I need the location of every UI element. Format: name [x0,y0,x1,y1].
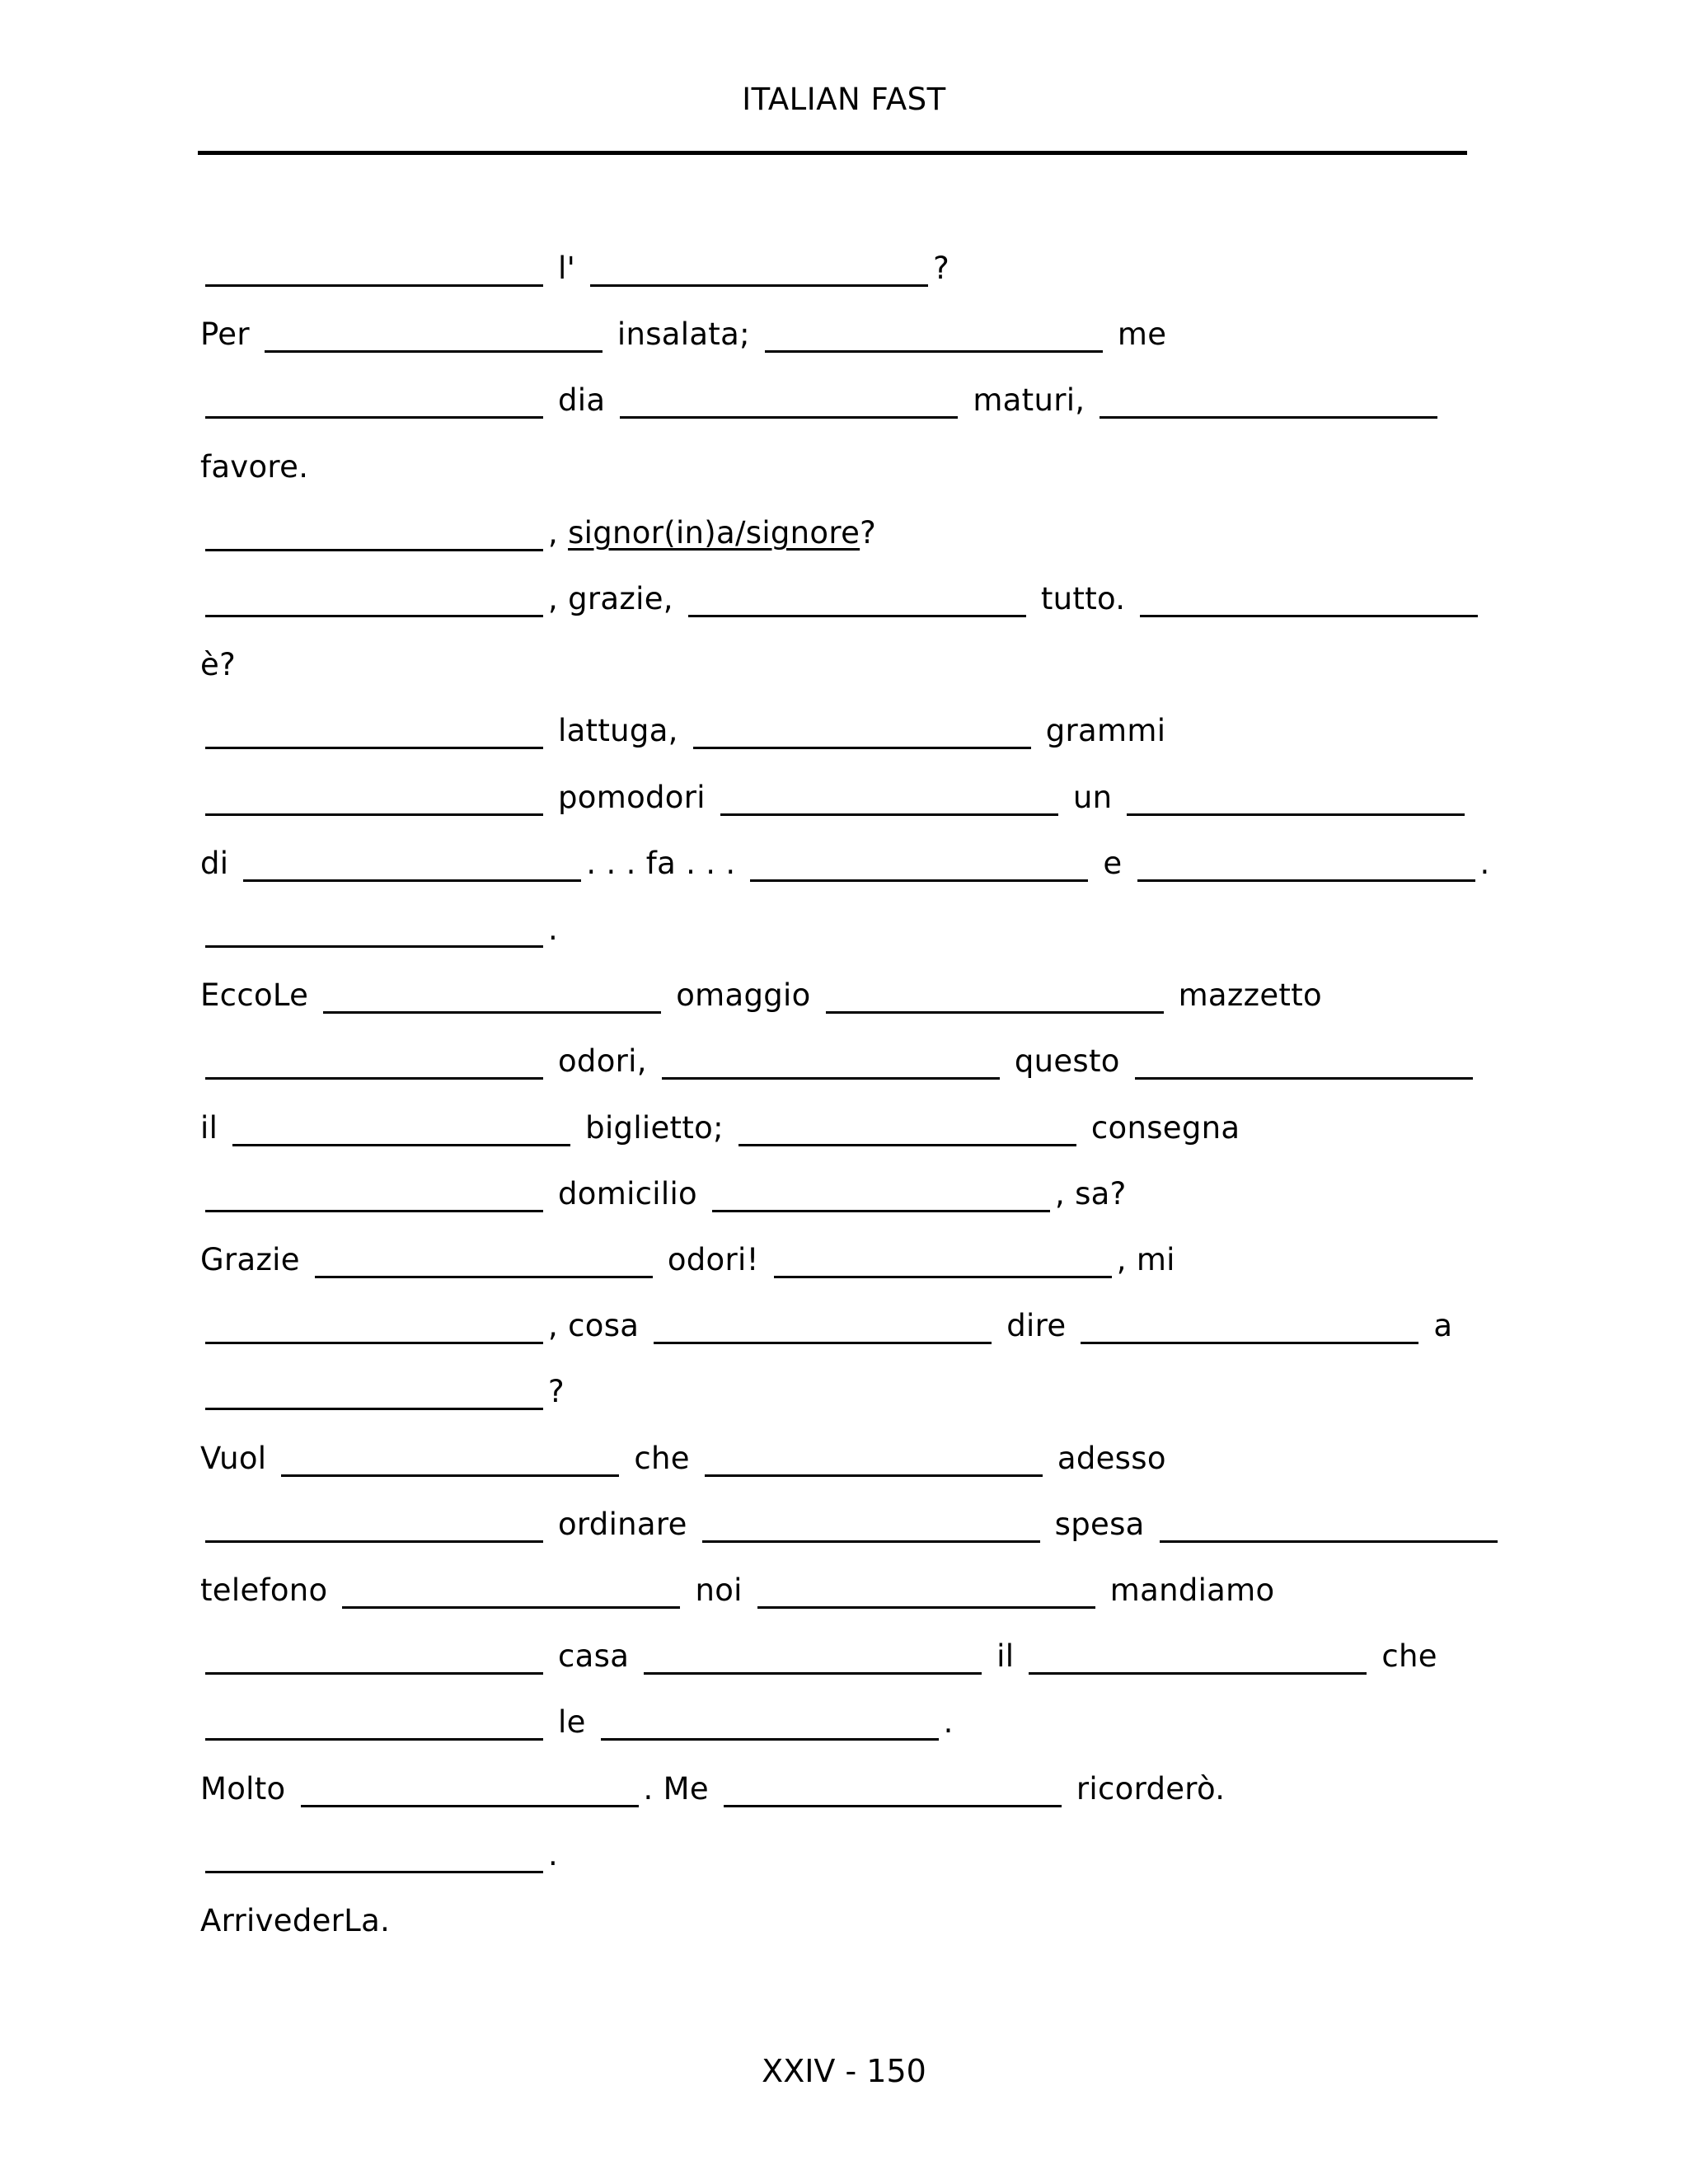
exercise-word: noi [695,1572,743,1608]
exercise-word: il [996,1638,1015,1674]
exercise-word: tutto. [1040,581,1126,616]
answer-blank[interactable] [205,1672,543,1675]
exercise-line [200,305,1166,354]
underlined-phrase: signor(in)a/signore [568,515,860,551]
answer-blank[interactable] [342,1606,680,1609]
answer-blank[interactable] [826,1011,1164,1014]
answer-blank[interactable] [590,284,928,287]
exercise-line [200,966,1322,1015]
answer-blank[interactable] [688,615,1026,617]
exercise-line [200,239,950,288]
exercise-word: Molto [200,1771,286,1807]
answer-blank[interactable] [265,350,603,353]
answer-blank[interactable] [765,350,1103,353]
exercise-line [200,504,876,553]
answer-blank[interactable] [232,1144,570,1146]
page-header-title: ITALIAN FAST [742,82,946,117]
exercise-line [200,1561,1274,1610]
exercise-word: spesa [1054,1507,1145,1542]
exercise-word: che [634,1441,690,1476]
exercise-line [200,834,1490,883]
exercise-line [200,1891,390,1941]
answer-blank[interactable] [281,1474,619,1477]
answer-blank[interactable] [205,1408,543,1410]
exercise-line [200,1693,954,1742]
answer-blank[interactable] [750,879,1088,882]
answer-blank[interactable] [205,1738,543,1741]
answer-blank[interactable] [720,813,1058,816]
exercise-word: a [1433,1308,1453,1343]
answer-blank[interactable] [693,747,1031,749]
exercise-line [200,635,236,685]
exercise-word: , cosa [548,1308,640,1343]
exercise-word: Vuol [200,1441,267,1476]
answer-blank[interactable] [757,1606,1095,1609]
exercise-word: casa [558,1638,630,1674]
exercise-word: consegna [1090,1110,1240,1146]
exercise-line [200,1825,558,1875]
answer-blank[interactable] [1127,813,1465,816]
exercise-word: me [1117,316,1167,352]
exercise-word: , mi [1116,1242,1175,1277]
exercise-word: adesso [1057,1441,1166,1476]
exercise-line [200,371,1442,420]
exercise-word: ricorderò. [1076,1771,1226,1807]
exercise-word: di [200,846,229,881]
answer-blank[interactable] [301,1805,639,1807]
answer-blank[interactable] [1160,1540,1498,1543]
exercise-line [200,1165,1127,1214]
exercise-word: il [200,1110,218,1146]
exercise-word: insalata; [617,316,750,352]
page-number: XXIV - 150 [762,2053,926,2089]
answer-blank[interactable] [724,1805,1062,1807]
answer-blank[interactable] [205,1077,543,1080]
answer-blank[interactable] [205,615,543,617]
answer-blank[interactable] [738,1144,1076,1146]
answer-blank[interactable] [1100,416,1437,419]
exercise-word: omaggio [676,977,811,1013]
answer-blank[interactable] [774,1276,1112,1278]
answer-blank[interactable] [205,1871,543,1873]
exercise-word: ? [933,251,950,286]
exercise-word: . Me [643,1771,709,1807]
exercise-line [200,1296,1452,1346]
exercise-word: odori, [558,1043,647,1079]
exercise-word: mandiamo [1109,1572,1275,1608]
exercise-word: odori! [667,1242,759,1277]
answer-blank[interactable] [702,1540,1040,1543]
exercise-line [200,1032,1478,1081]
answer-blank[interactable] [662,1077,1000,1080]
exercise-word: EccoLe [200,977,309,1013]
exercise-word: lattuga, [558,713,678,748]
exercise-word: . [548,1837,559,1872]
exercise-line [200,569,1483,619]
exercise-word: mazzetto [1178,977,1322,1013]
exercise-line [200,900,558,949]
exercise-word: le [558,1704,586,1740]
answer-blank[interactable] [315,1276,653,1278]
exercise-line [200,1760,1225,1809]
answer-blank[interactable] [205,1210,543,1212]
exercise-line [200,1627,1437,1676]
exercise-word: favore. [200,449,309,485]
answer-blank[interactable] [601,1738,939,1741]
exercise-word: pomodori [558,780,706,815]
exercise-word: ? [860,515,877,551]
exercise-line [200,1495,1503,1544]
answer-blank[interactable] [205,747,543,749]
answer-blank[interactable] [205,813,543,816]
exercise-word: ? [548,1374,565,1409]
exercise-word: biglietto; [585,1110,724,1146]
exercise-word: che [1381,1638,1437,1674]
exercise-word: , [548,515,559,551]
exercise-word: . [943,1704,954,1740]
exercise-word: Per [200,316,250,352]
answer-blank[interactable] [1137,879,1475,882]
answer-blank[interactable] [205,416,543,419]
exercise-line [200,701,1165,751]
answer-blank[interactable] [1081,1342,1418,1344]
exercise-word: grammi [1045,713,1166,748]
exercise-word: ordinare [558,1507,687,1542]
exercise-line [200,1362,565,1412]
answer-blank[interactable] [1140,615,1478,617]
exercise-word: . . . fa . . . [586,846,736,881]
answer-blank[interactable] [243,879,581,882]
exercise-line [200,768,1470,818]
answer-blank[interactable] [205,945,543,948]
exercise-word: ArrivederLa. [200,1903,391,1938]
exercise-word: maturi, [973,382,1085,418]
exercise-word: un [1072,780,1113,815]
answer-blank[interactable] [620,416,958,419]
exercise-word: . [548,912,559,947]
exercise-word: è? [200,647,237,682]
exercise-word: l' [558,251,576,286]
answer-blank[interactable] [705,1474,1043,1477]
answer-blank[interactable] [712,1210,1050,1212]
answer-blank[interactable] [205,284,543,287]
exercise-line [200,1099,1240,1148]
exercise-word: . [1479,846,1490,881]
exercise-line [200,1230,1175,1280]
answer-blank[interactable] [1029,1672,1367,1675]
exercise-word: dire [1006,1308,1067,1343]
exercise-line [200,1429,1166,1479]
answer-blank[interactable] [654,1342,992,1344]
answer-blank[interactable] [323,1011,661,1014]
exercise-word: domicilio [558,1176,697,1212]
exercise-word: telefono [200,1572,328,1608]
exercise-word: e [1103,846,1123,881]
answer-blank[interactable] [205,1540,543,1543]
answer-blank[interactable] [1135,1077,1473,1080]
exercise-word: , grazie, [548,581,673,616]
answer-blank[interactable] [644,1672,982,1675]
exercise-word: dia [558,382,606,418]
exercise-word: questo [1014,1043,1120,1079]
exercise-word: , sa? [1054,1176,1127,1212]
answer-blank[interactable] [205,1342,543,1344]
answer-blank[interactable] [205,549,543,551]
exercise-line [200,438,308,487]
exercise-word: Grazie [200,1242,300,1277]
